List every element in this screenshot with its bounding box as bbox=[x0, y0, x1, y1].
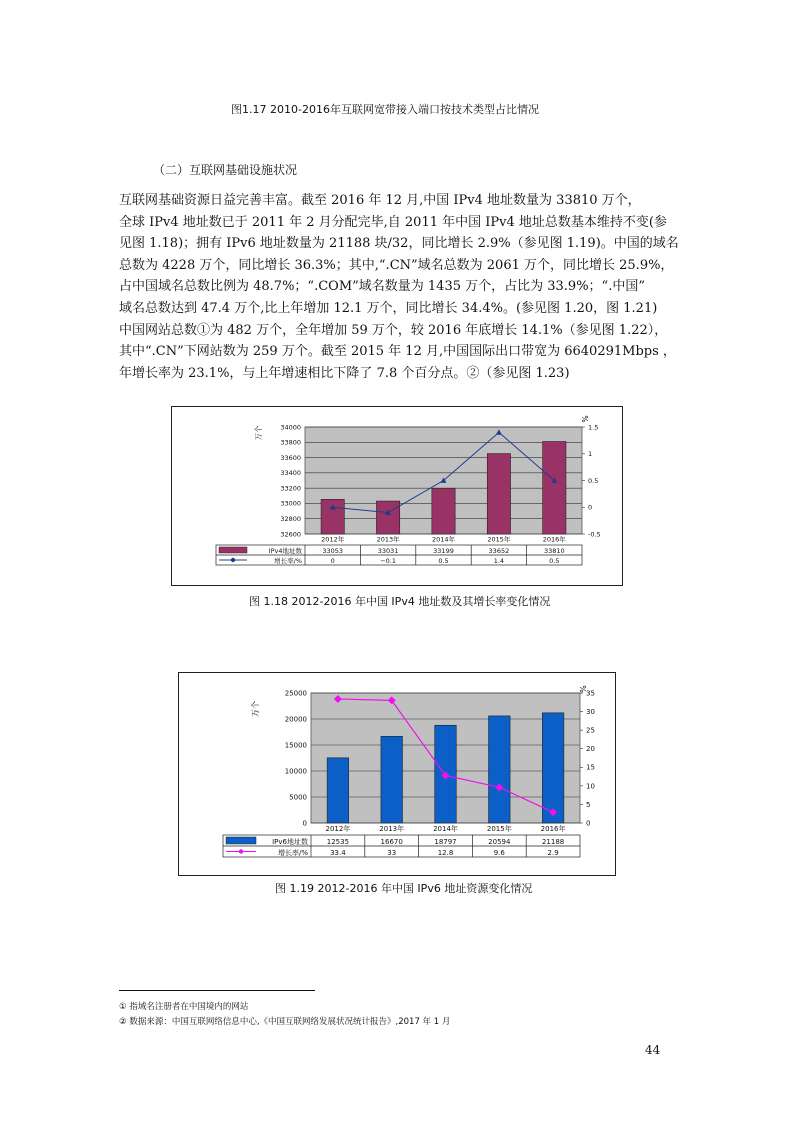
x-tick-label: 2013年 bbox=[376, 535, 400, 544]
y2-tick-label: 1.5 bbox=[588, 423, 599, 432]
x-tick-label: 2015年 bbox=[487, 535, 511, 544]
x-tick-label: 2016年 bbox=[542, 535, 566, 544]
y-tick-label: 34000 bbox=[280, 423, 301, 432]
footnote-2: ② 数据来源：中国互联网络信息中心,《中国互联网络发展状况统计报告》,2017 年 1 月 bbox=[119, 1017, 451, 1027]
y2-tick-label: 0 bbox=[588, 503, 593, 512]
x-tick-label: 2014年 bbox=[431, 535, 456, 544]
data-label: 9.6 bbox=[493, 849, 505, 857]
y-axis-label: 万个 bbox=[251, 701, 260, 717]
data-label: 33053 bbox=[322, 547, 344, 555]
y2-tick-label: 15 bbox=[586, 763, 595, 772]
data-label: 0.5 bbox=[549, 557, 560, 565]
figure-1-19-caption: 图 1.19 2012-2016 年中国 IPv6 地址资源变化情况 bbox=[275, 882, 533, 895]
x-tick-label: 2014年 bbox=[433, 825, 458, 833]
x-tick-label: 2012年 bbox=[321, 535, 345, 544]
paragraph-line: 域名总数达到 47.4 万个,比上年增加 12.1 万个，同比增长 34.4%。(参见图 1.20，图 1.21) bbox=[119, 300, 658, 316]
paragraph-line: 其中“.CN”下网站数为 259 万个。截至 2015 年 12 月,中国国际出口带宽为 6640291Mbps ， bbox=[119, 344, 676, 360]
y-tick-label: 20000 bbox=[284, 715, 307, 724]
y2-tick-label: 30 bbox=[586, 708, 595, 717]
legend-line-label: 增长率/% bbox=[274, 557, 302, 565]
y-tick-label: 33400 bbox=[280, 469, 301, 478]
y2-tick-label: -0.5 bbox=[588, 530, 601, 539]
y2-tick-label: 0.5 bbox=[588, 476, 599, 485]
data-label: 20594 bbox=[488, 838, 511, 846]
figure-1-18-caption: 图 1.18 2012-2016 年中国 IPv4 地址数及其增长率变化情况 bbox=[249, 595, 551, 608]
section-heading: （二）互联网基础设施状况 bbox=[153, 163, 298, 177]
paragraph-line: 占中国域名总数比例为 48.7%；“.COM”域名数量为 1435 万个，占比为 33.9%；“.中国” bbox=[119, 279, 645, 295]
bar bbox=[543, 442, 566, 534]
legend-line-label: 增长率/% bbox=[277, 849, 308, 857]
data-label: 12.8 bbox=[437, 849, 454, 857]
data-label: −0.1 bbox=[380, 557, 396, 565]
y-tick-label: 33200 bbox=[280, 484, 301, 493]
bar bbox=[376, 501, 399, 534]
paragraph-line: 年增长率为 23.1%，与上年增速相比下降了 7.8 个百分点。②（参见图 1.23) bbox=[119, 365, 570, 381]
bar bbox=[432, 488, 455, 534]
y2-tick-label: 25 bbox=[586, 726, 595, 735]
figure-1-17-caption: 图1.17 2010-2016年互联网宽带接入端口按技术类型占比情况 bbox=[231, 103, 539, 116]
data-label: 33.4 bbox=[330, 849, 346, 857]
footnote-1: ① 指域名注册者在中国境内的网站 bbox=[119, 1002, 249, 1012]
y-tick-label: 0 bbox=[302, 819, 307, 828]
legend-line-marker bbox=[231, 558, 235, 562]
y2-tick-label: 1 bbox=[588, 450, 593, 459]
figure-1-18-chart bbox=[172, 407, 622, 585]
data-label: 33652 bbox=[488, 547, 510, 555]
y2-tick-label: 10 bbox=[586, 782, 595, 791]
bar bbox=[487, 454, 510, 534]
y-tick-label: 15000 bbox=[284, 741, 307, 750]
bar bbox=[381, 736, 403, 823]
legend-line-marker bbox=[239, 849, 243, 853]
figure-1-19-chart-frame bbox=[178, 672, 616, 876]
y-tick-label: 32800 bbox=[280, 514, 301, 523]
data-label: 16670 bbox=[380, 838, 403, 846]
y-tick-label: 5000 bbox=[289, 793, 307, 802]
page-number: 44 bbox=[645, 1043, 661, 1057]
paragraph-line: 见图 1.18)；拥有 IPv6 地址数量为 21188 块/32，同比增长 2.9%（参见图 1.19)。中国的域名 bbox=[119, 236, 679, 252]
data-label: 21188 bbox=[541, 838, 565, 846]
bar bbox=[542, 713, 564, 823]
y2-tick-label: 0 bbox=[586, 819, 591, 828]
figure-1-18-chart-frame bbox=[171, 406, 623, 586]
bar bbox=[489, 716, 511, 823]
y2-axis-label: % bbox=[578, 685, 587, 693]
y-tick-label: 10000 bbox=[284, 767, 307, 776]
x-tick-label: 2016年 bbox=[540, 825, 566, 833]
body-paragraph bbox=[119, 190, 679, 384]
x-tick-label: 2013年 bbox=[379, 825, 405, 833]
legend-bar-swatch bbox=[226, 837, 256, 844]
paragraph-line: 总数为 4228 万个，同比增长 36.3%；其中,“.CN”域名总数为 2061 万个，同比增长 25.9%， bbox=[119, 257, 674, 273]
figure-1-19-chart bbox=[179, 673, 615, 875]
data-label: 12535 bbox=[326, 838, 350, 846]
y2-tick-label: 35 bbox=[586, 689, 595, 698]
data-label: 18797 bbox=[434, 838, 457, 846]
x-tick-label: 2015年 bbox=[486, 825, 512, 833]
bar bbox=[327, 758, 349, 823]
paragraph-line: 互联网基础资源日益完善丰富。截至 2016 年 12 月,中国 IPv4 地址数量为 33810 万个， bbox=[119, 193, 641, 208]
legend-bar-swatch bbox=[219, 547, 247, 553]
y2-tick-label: 5 bbox=[586, 800, 591, 809]
data-label: 33 bbox=[387, 849, 397, 857]
y-tick-label: 33800 bbox=[280, 438, 301, 447]
data-label: 0 bbox=[330, 557, 335, 565]
data-label: 33810 bbox=[543, 547, 565, 555]
y-tick-label: 32600 bbox=[280, 530, 301, 539]
paragraph-line: 全球 IPv4 地址数已于 2011 年 2 月分配完毕,自 2011 年中国 IPv4 地址总数基本维持不变(参 bbox=[119, 214, 667, 230]
footnote-divider bbox=[119, 990, 315, 991]
x-tick-label: 2012年 bbox=[325, 825, 351, 833]
y2-tick-label: 20 bbox=[586, 745, 595, 754]
legend-bar-label: IPv4地址数 bbox=[268, 547, 302, 555]
y-tick-label: 33600 bbox=[280, 453, 301, 462]
paragraph-line: 中国网站总数①为 482 万个，全年增加 59 万个，较 2016 年底增长 14.1%（参见图 1.22）， bbox=[119, 322, 668, 338]
y-tick-label: 25000 bbox=[284, 689, 307, 698]
data-label: 0.5 bbox=[438, 557, 449, 565]
legend-bar-label: IPv6地址数 bbox=[272, 838, 308, 846]
data-label: 1.4 bbox=[493, 557, 505, 565]
y2-axis-label: % bbox=[580, 415, 589, 423]
y-tick-label: 33000 bbox=[280, 499, 301, 508]
data-label: 2.9 bbox=[547, 849, 559, 857]
data-label: 33031 bbox=[377, 547, 399, 555]
y-axis-label: 万个 bbox=[254, 425, 263, 441]
data-label: 33199 bbox=[433, 547, 454, 555]
